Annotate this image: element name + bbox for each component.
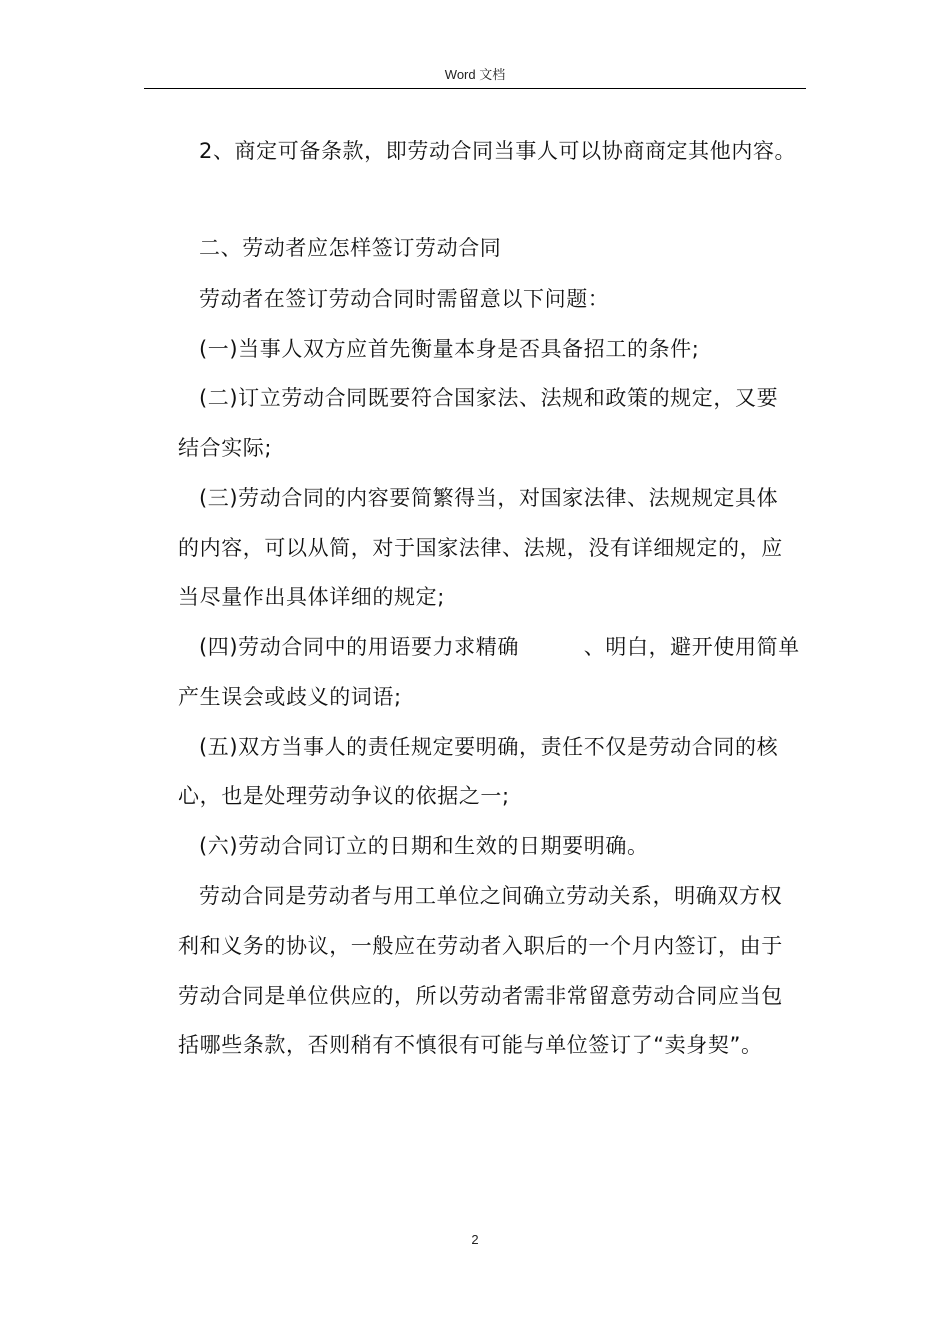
paragraph-line: 心，也是处理劳动争议的依据之一; xyxy=(178,784,510,808)
paragraph-line: 的内容，可以从简，对于国家法律、法规，没有详细规定的，应 xyxy=(178,536,783,560)
section-heading: 二、劳动者应怎样签订劳动合同 xyxy=(199,236,502,260)
paragraph-line: (一)当事人双方应首先衡量本身是否具备招工的条件; xyxy=(199,337,700,361)
paragraph-line: (五)双方当事人的责任规定要明确，责任不仅是劳动合同的核 xyxy=(199,735,779,759)
paragraph-line: 劳动者在签订劳动合同时需留意以下问题： xyxy=(199,287,610,311)
paragraph-line: 当尽量作出具体详细的规定; xyxy=(178,585,445,609)
paragraph-line: 产生误会或歧义的词语; xyxy=(178,685,402,709)
page-number: 2 xyxy=(471,1232,479,1247)
paragraph-line: 括哪些条款，否则稍有不慎很有可能与单位签订了“卖身契”。 xyxy=(178,1033,763,1057)
paragraph-line: (二)订立劳动合同既要符合国家法、法规和政策的规定，又要 xyxy=(199,386,779,410)
paragraph-line: (三)劳动合同的内容要简繁得当，对国家法律、法规规定具体 xyxy=(199,486,779,510)
header-title: Word 文档 xyxy=(444,67,506,82)
paragraph-line: 结合实际; xyxy=(178,436,273,460)
paragraph-line: 2、商定可备条款，即劳动合同当事人可以协商商定其他内容。 xyxy=(199,139,797,163)
paragraph-line: 劳动合同是劳动者与用工单位之间确立劳动关系，明确双方权 xyxy=(199,884,783,908)
paragraph-line: 利和义务的协议，一般应在劳动者入职后的一个月内签订，由于 xyxy=(178,934,783,958)
paragraph-line: 劳动合同是单位供应的，所以劳动者需非常留意劳动合同应当包 xyxy=(178,984,783,1008)
header-divider xyxy=(144,88,806,89)
paragraph-line: (四)劳动合同中的用语要力求精确 、明白，避开使用简单 xyxy=(199,635,800,659)
paragraph-line: (六)劳动合同订立的日期和生效的日期要明确。 xyxy=(199,834,649,858)
